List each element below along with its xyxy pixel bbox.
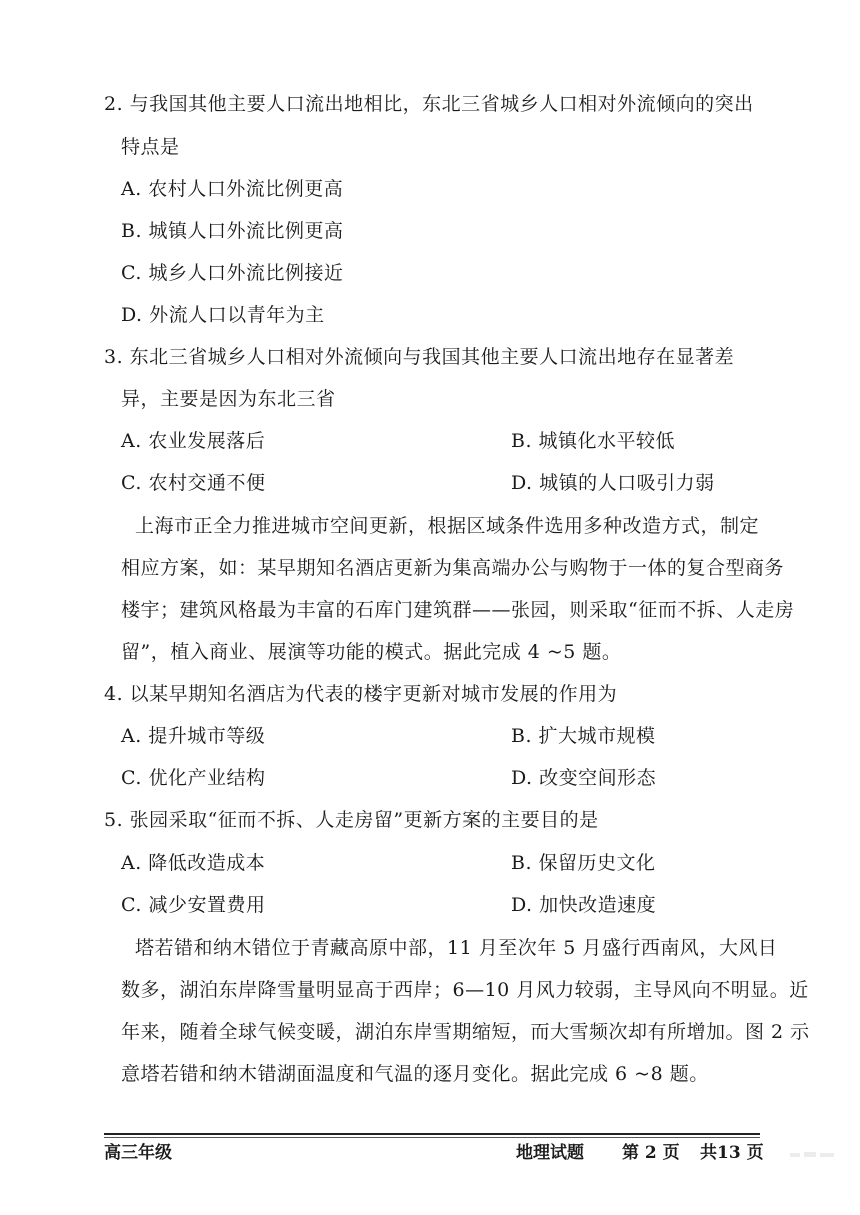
q2-stem-line2: 特点是 xyxy=(121,136,180,158)
q4-option-d: D. 改变空间形态 xyxy=(511,767,657,789)
passage-shanghai-line3: 楼宇；建筑风格最为丰富的石库门建筑群——张园，则采取“征而不拆、人走房 xyxy=(121,599,795,621)
q3-option-c: C. 农村交通不便 xyxy=(121,472,266,494)
q4-option-a: A. 提升城市等级 xyxy=(121,725,266,747)
q4-stem-line1: 4. 以某早期知名酒店为代表的楼宇更新对城市发展的作用为 xyxy=(104,683,618,705)
q3-stem-line1: 3. 东北三省城乡人口相对外流倾向与我国其他主要人口流出地存在显著差 xyxy=(104,346,735,368)
passage-lakes-line1: 塔若错和纳木错位于青藏高原中部，11 月至次年 5 月盛行西南风，大风日 xyxy=(135,937,778,959)
q2-option-a: A. 农村人口外流比例更高 xyxy=(121,178,344,200)
passage-shanghai-line1: 上海市正全力推进城市空间更新，根据区域条件选用多种改造方式，制定 xyxy=(135,515,760,537)
passage-shanghai-line2: 相应方案，如：某早期知名酒店更新为集高端办公与购物于一体的复合型商务 xyxy=(121,557,785,579)
q5-option-d: D. 加快改造速度 xyxy=(511,894,657,916)
q5-option-b: B. 保留历史文化 xyxy=(511,852,656,874)
q4-option-b: B. 扩大城市规模 xyxy=(511,725,656,747)
footer-grade: 高三年级 xyxy=(104,1143,172,1163)
q5-option-c: C. 减少安置费用 xyxy=(121,894,266,916)
passage-lakes-line4: 意塔若错和纳木错湖面温度和气温的逐月变化。据此完成 6 ~8 题。 xyxy=(121,1063,709,1085)
q3-option-a: A. 农业发展落后 xyxy=(121,430,266,452)
footer-rule-thick xyxy=(104,1133,760,1135)
q4-option-c: C. 优化产业结构 xyxy=(121,767,266,789)
footer-total-pages: 共13 页 xyxy=(700,1143,764,1163)
q2-option-c: C. 城乡人口外流比例接近 xyxy=(121,262,344,284)
footer-rule-thin xyxy=(104,1137,760,1138)
passage-lakes-line2: 数多，湖泊东岸降雪量明显高于西岸；6—10 月风力较弱，主导风向不明显。近 xyxy=(121,979,809,1001)
q2-stem-line1: 2. 与我国其他主要人口流出地相比，东北三省城乡人口相对外流倾向的突出 xyxy=(104,93,754,115)
q3-stem-line2: 异，主要是因为东北三省 xyxy=(121,388,336,410)
passage-shanghai-line4: 留”，植入商业、展演等功能的模式。据此完成 4 ~5 题。 xyxy=(121,641,622,663)
footer-subject: 地理试题 xyxy=(516,1143,584,1163)
q5-option-a: A. 降低改造成本 xyxy=(121,852,266,874)
q3-option-b: B. 城镇化水平较低 xyxy=(511,430,676,452)
footer-page-number: 第 2 页 xyxy=(622,1143,680,1163)
q3-option-d: D. 城镇的人口吸引力弱 xyxy=(511,472,715,494)
q5-stem-line1: 5. 张园采取“征而不拆、人走房留”更新方案的主要目的是 xyxy=(104,809,599,831)
passage-lakes-line3: 年来，随着全球气候变暖，湖泊东岸雪期缩短，而大雪频次却有所增加。图 2 示 xyxy=(121,1021,810,1043)
scan-watermark-icon xyxy=(790,1150,834,1160)
q2-option-d: D. 外流人口以青年为主 xyxy=(121,304,325,326)
q2-option-b: B. 城镇人口外流比例更高 xyxy=(121,220,344,242)
